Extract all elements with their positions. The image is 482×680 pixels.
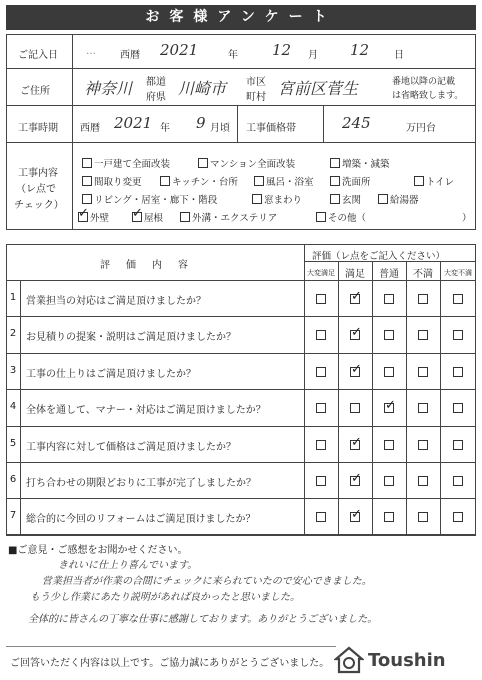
- work-option-checkbox[interactable]: [316, 212, 326, 222]
- work-option[interactable]: [330, 192, 361, 206]
- question-text: 総合的に今回のリフォームはご満足頂けましたか？: [26, 514, 256, 526]
- work-option-checkbox[interactable]: [330, 158, 340, 168]
- work-option-label: 洗面所: [342, 177, 371, 188]
- work-option-checkbox[interactable]: [330, 176, 340, 186]
- rating-checkbox[interactable]: [316, 440, 326, 450]
- question-text: 全体を通して、マナー・対応はご満足頂けましたか？: [26, 405, 266, 417]
- work-option-label: 間取り変更: [94, 177, 142, 188]
- address-note-2: は省略致します。: [392, 91, 464, 101]
- work-option-checkbox[interactable]: [82, 176, 92, 186]
- work-option-label: 玄関: [342, 195, 362, 206]
- rating-checkbox[interactable]: [453, 512, 463, 522]
- rating-checkbox[interactable]: [453, 294, 463, 304]
- work-option-label: その他（: [328, 213, 367, 224]
- question-text: 工事の仕上りはご満足頂けましたか？: [26, 368, 196, 380]
- rating-checkbox[interactable]: [384, 476, 394, 486]
- rating-scale-label: 不満: [413, 269, 433, 280]
- work-option[interactable]: [462, 210, 472, 224]
- rating-checkbox[interactable]: [418, 367, 428, 377]
- rating-checkbox[interactable]: [350, 434, 362, 450]
- work-option[interactable]: [160, 174, 238, 188]
- work-option-label: マンション全面改装: [210, 159, 296, 170]
- check-mark-icon: ✓: [132, 206, 143, 221]
- work-option[interactable]: [180, 210, 277, 224]
- address-prefecture: 神奈川: [84, 79, 133, 98]
- rating-checkbox[interactable]: [418, 403, 428, 413]
- address-city: 川崎市: [178, 79, 227, 98]
- construction-label: 工事時期: [18, 123, 58, 134]
- work-option[interactable]: [330, 174, 371, 188]
- check-mark-icon: ✓: [385, 398, 396, 414]
- rating-checkbox[interactable]: [350, 471, 362, 486]
- check-mark-icon: ✓: [351, 471, 362, 486]
- rating-checkbox[interactable]: [316, 330, 326, 340]
- entry-date-year: 2021: [160, 41, 199, 59]
- work-option-checkbox[interactable]: [254, 176, 264, 186]
- construction-month: 9: [196, 114, 206, 132]
- work-option[interactable]: [414, 174, 454, 188]
- check-mark-icon: ✓: [351, 434, 362, 450]
- work-option-checkbox[interactable]: [82, 194, 92, 204]
- work-option-label: リビング・居室・廊下・階段: [94, 195, 218, 206]
- address-city-unit-top: 市区: [246, 77, 266, 88]
- work-option-checkbox[interactable]: [198, 158, 208, 168]
- question-number: 2: [9, 328, 17, 340]
- question-number: 6: [9, 474, 17, 485]
- work-option-checkbox[interactable]: [82, 158, 92, 168]
- comment-line: 営業担当者が作業の合間にチェックに来られていたので安心できました。: [42, 576, 372, 587]
- work-option[interactable]: [82, 174, 142, 188]
- construction-year-unit: 年: [160, 123, 170, 134]
- comment-line: 全体的に皆さんの丁寧な仕事に感謝しております。ありがとうございました。: [28, 614, 378, 625]
- address-pref-unit-bottom: 府県: [146, 92, 166, 103]
- evaluation-rating-header: 評価（レ点をご記入ください）: [312, 251, 446, 262]
- work-option-checkbox[interactable]: [378, 194, 388, 204]
- check-mark-icon: ✓: [351, 361, 362, 377]
- work-option-checkbox[interactable]: [180, 212, 190, 222]
- construction-era: 西暦: [80, 123, 100, 134]
- work-option[interactable]: [378, 192, 419, 206]
- work-option-checkbox[interactable]: [330, 194, 340, 204]
- comment-line: もう少し作業にあたり説明があれば良かったと思いました。: [30, 592, 300, 603]
- rating-checkbox[interactable]: [350, 403, 360, 413]
- rating-checkbox[interactable]: [418, 294, 428, 304]
- rating-checkbox[interactable]: [316, 294, 326, 304]
- question-number: 1: [9, 292, 17, 303]
- work-option-label: 風呂・浴室: [266, 177, 314, 188]
- comment-line: きれいに仕上り喜んでいます。: [58, 560, 198, 571]
- address-note-1: 番地以降の記載: [392, 77, 456, 87]
- address-city-unit-bottom: 町村: [246, 92, 266, 103]
- check-mark-icon: ✓: [351, 325, 362, 341]
- rating-checkbox[interactable]: [384, 330, 394, 340]
- rating-checkbox[interactable]: [350, 289, 362, 304]
- survey-title: お客様アンケート: [6, 5, 476, 30]
- work-option[interactable]: [198, 156, 295, 170]
- house-logo-icon: [334, 646, 364, 674]
- construction-year: 2021: [114, 114, 153, 132]
- work-option-label: 屋根: [144, 213, 164, 224]
- work-option-label: 窓まわり: [264, 195, 303, 206]
- work-option-label: キッチン・台所: [172, 177, 238, 188]
- rating-checkbox[interactable]: [453, 476, 463, 486]
- work-option[interactable]: [78, 206, 110, 224]
- rating-checkbox[interactable]: [316, 403, 326, 413]
- question-text: 打ち合わせの期限どおりに工事が完了しましたか？: [26, 478, 256, 489]
- work-option[interactable]: [252, 192, 302, 206]
- work-option[interactable]: [254, 174, 314, 188]
- entry-date-label: ご記入日: [18, 50, 58, 61]
- rating-checkbox[interactable]: [384, 294, 394, 304]
- question-number: 7: [9, 510, 17, 522]
- entry-date-era: 西暦: [120, 50, 140, 61]
- rating-checkbox[interactable]: [453, 440, 463, 450]
- rating-checkbox[interactable]: [350, 507, 362, 523]
- entry-date-year-unit: 年: [228, 50, 238, 61]
- question-text: 工事内容に対して価格はご満足頂けましたか？: [26, 441, 236, 453]
- question-number: 3: [9, 364, 17, 376]
- work-option-checkbox[interactable]: [252, 194, 262, 204]
- rating-scale-label: 大変満足: [307, 269, 335, 277]
- construction-price: 245: [342, 114, 371, 132]
- construction-month-unit: 月頃: [210, 123, 230, 134]
- rating-checkbox[interactable]: [453, 367, 463, 377]
- check-mark-icon: ✓: [78, 206, 89, 221]
- entry-date-day-unit: 日: [394, 50, 404, 61]
- work-option-checkbox[interactable]: [78, 206, 89, 222]
- comments-label: ■ご意見・ご感想をお聞かせください。: [8, 545, 188, 556]
- rating-checkbox[interactable]: [316, 512, 326, 522]
- work-option-checkbox[interactable]: [132, 206, 143, 222]
- rating-checkbox[interactable]: [453, 330, 463, 340]
- rating-checkbox[interactable]: [418, 330, 428, 340]
- address-ward: 宮前区菅生: [278, 79, 359, 98]
- rating-scale-label: 大変不満: [444, 269, 472, 277]
- rating-checkbox[interactable]: [384, 512, 394, 522]
- work-option[interactable]: [330, 156, 390, 170]
- entry-date-month-unit: 月: [308, 50, 318, 61]
- construction-price-unit: 万円台: [406, 123, 436, 134]
- work-option[interactable]: [132, 206, 164, 224]
- rating-scale-label: 普通: [379, 269, 399, 280]
- work-option[interactable]: [82, 156, 170, 170]
- question-text: お見積りの提案・説明はご満足頂けましたか？: [26, 332, 236, 344]
- rating-checkbox[interactable]: [384, 367, 394, 377]
- rating-checkbox[interactable]: [316, 476, 326, 486]
- entry-date-month: 12: [272, 41, 292, 59]
- check-mark-icon: ✓: [351, 289, 362, 304]
- entry-date-day: 12: [350, 41, 370, 59]
- work-option[interactable]: [316, 210, 366, 224]
- work-option-label: 外壁: [90, 213, 110, 224]
- work-option[interactable]: [82, 192, 217, 206]
- rating-checkbox[interactable]: [384, 440, 394, 450]
- work-label-3: チェック）: [14, 200, 64, 211]
- work-option-label: 給湯器: [390, 195, 419, 206]
- work-label-2: （レ点で: [16, 184, 56, 195]
- company-logo: Toushin: [368, 650, 446, 671]
- address-label: ご住所: [20, 86, 50, 97]
- rating-checkbox[interactable]: [350, 361, 362, 377]
- rating-scale-label: 満足: [345, 269, 365, 280]
- work-option-label: トイレ: [426, 177, 455, 188]
- work-option-label: 一戸建て全面改装: [94, 159, 171, 170]
- work-label-1: 工事内容: [18, 168, 58, 179]
- work-option-label: 外溝・エクステリア: [192, 213, 278, 224]
- rating-checkbox[interactable]: [316, 367, 326, 377]
- evaluation-items-header: 評 価 内 容: [100, 260, 191, 271]
- work-option-label: ）: [462, 213, 472, 224]
- work-option-checkbox[interactable]: [160, 176, 170, 186]
- work-option-checkbox[interactable]: [414, 176, 424, 186]
- rating-checkbox[interactable]: [418, 512, 428, 522]
- check-mark-icon: ✓: [351, 507, 362, 523]
- rating-checkbox[interactable]: [418, 440, 428, 450]
- address-pref-unit-top: 都道: [146, 77, 166, 88]
- footer-text: ご回答いただく内容は以上です。ご協力誠にありがとうございました。: [10, 658, 330, 669]
- rating-checkbox[interactable]: [384, 398, 396, 414]
- work-option-label: 増築・減築: [342, 159, 390, 170]
- rating-checkbox[interactable]: [350, 325, 362, 341]
- construction-price-label: 工事価格帯: [246, 123, 296, 134]
- rating-checkbox[interactable]: [453, 403, 463, 413]
- question-text: 営業担当の対応はご満足頂けましたか？: [26, 296, 206, 307]
- question-number: 5: [9, 437, 17, 449]
- question-number: 4: [9, 401, 17, 413]
- rating-checkbox[interactable]: [418, 476, 428, 486]
